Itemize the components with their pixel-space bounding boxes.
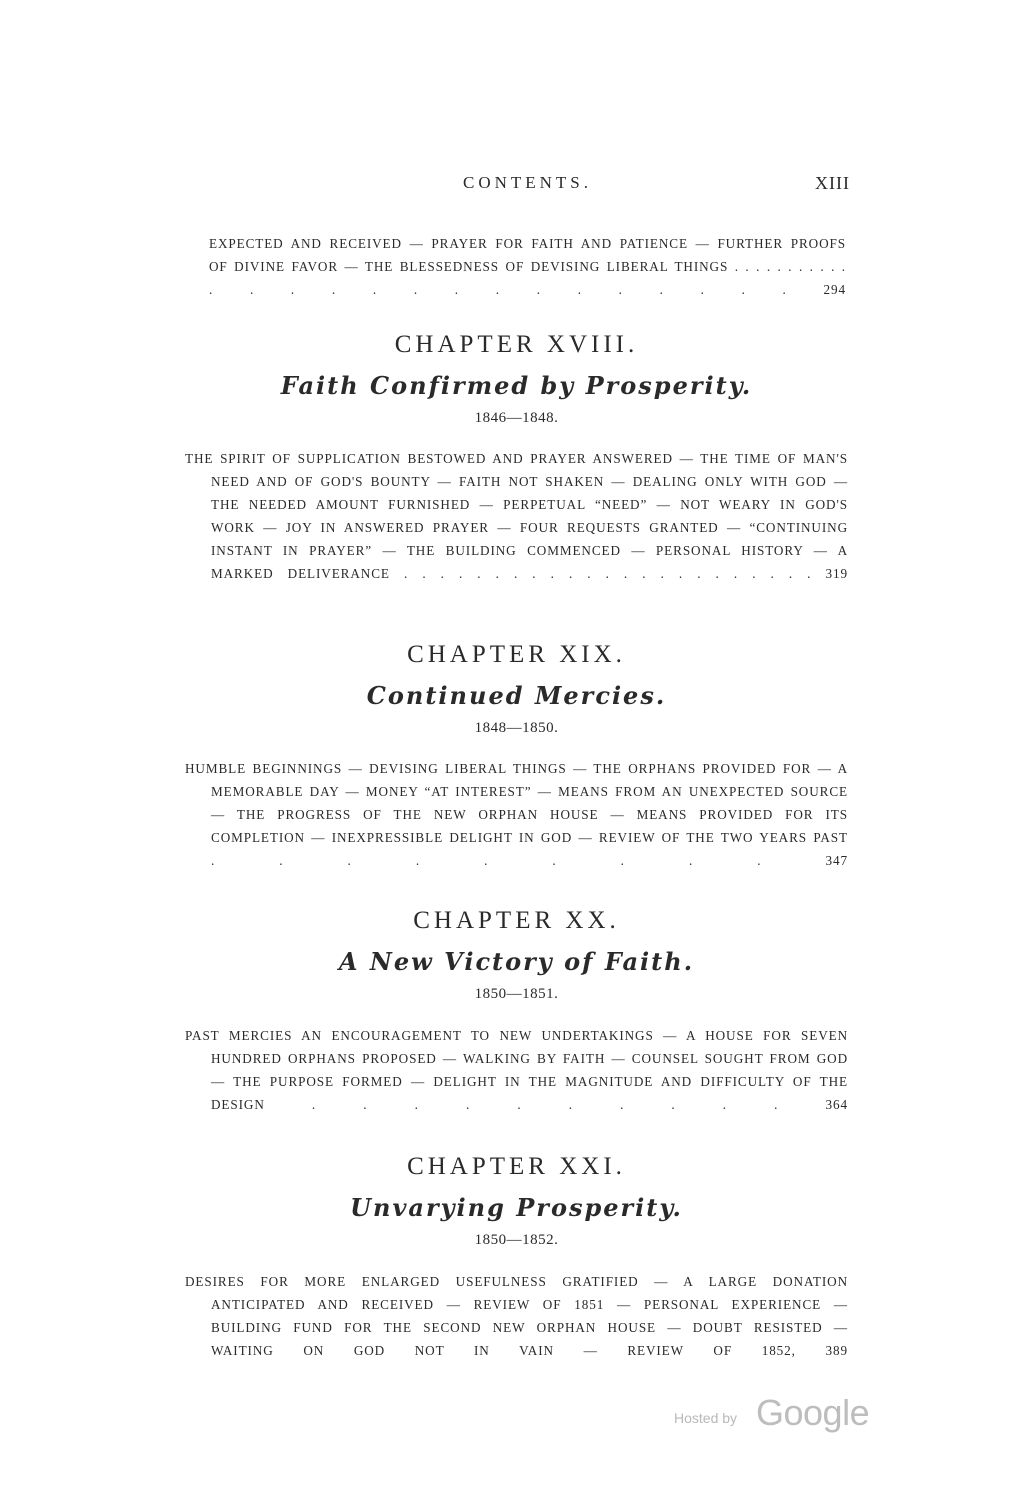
chapter-years: 1850—1851. (474, 986, 559, 1002)
page-number: XIII (815, 173, 850, 193)
chapter-summary-block (185, 447, 848, 585)
running-head (205, 173, 850, 199)
chapter-years: 1846—1848. (474, 410, 559, 426)
chapter-subtitle: Faith Confirmed by Prosperity. (280, 371, 753, 400)
google-logo: Google (756, 1392, 870, 1433)
chapter-summary: PAST MERCIES AN ENCOURAGEMENT TO NEW UNDERTAKINGS — A HOUSE FOR SEVEN HUNDRED ORPHANS PROPOSED — WALKING BY FAITH — COUNSEL SOUGHT FROM GOD — THE PURPOSE FORMED — DELIGHT IN THE MAGNITUDE AND DIFFICULTY OF THE DESIGN . . . . . . . . . . 364 (185, 1028, 848, 1112)
chapter-title: CHAPTER XIX. (407, 641, 626, 668)
chapter-summary-block (185, 1024, 848, 1116)
chapter-summary: DESIRES FOR MORE ENLARGED USEFULNESS GRATIFIED — A LARGE DONATION ANTICIPATED AND RECEIVED — REVIEW OF 1851 — PERSONAL EXPERIENCE — BUILDING FUND FOR THE SECOND NEW ORPHAN HOUSE — DOUBT RESISTED — WAITING ON GOD NOT IN VAIN — REVIEW OF 1852, 389 (185, 1274, 848, 1358)
chapter-years: 1850—1852. (474, 1232, 559, 1248)
running-title: CONTENTS. (462, 173, 593, 192)
chapter-heading (185, 906, 848, 1004)
intro-paragraph-block (209, 232, 846, 301)
chapter-subtitle: A New Victory of Faith. (338, 947, 695, 976)
intro-paragraph: EXPECTED AND RECEIVED — PRAYER FOR FAITH AND PATIENCE — FURTHER PROOFS OF DIVINE FAVOR — THE BLESSEDNESS OF DEVISING LIBERAL THINGS . . . . . . . . . . . . . . . . . . . . . . . . . . 294 (209, 236, 846, 297)
chapter-summary-block (185, 1270, 848, 1362)
chapter-title: CHAPTER XX. (413, 907, 620, 934)
chapter-heading (185, 640, 848, 738)
chapter-summary: THE SPIRIT OF SUPPLICATION BESTOWED AND PRAYER ANSWERED — THE TIME OF MAN'S NEED AND OF GOD'S BOUNTY — FAITH NOT SHAKEN — DEALING ONLY WITH GOD — THE NEEDED AMOUNT FURNISHED — PERPETUAL “NEED” — NOT WEARY IN GOD'S WORK — JOY IN ANSWERED PRAYER — FOUR REQUESTS GRANTED — “CONTINUING INSTANT IN PRAYER” — THE BUILDING COMMENCED — PERSONAL HISTORY — A MARKED DELIVERANCE . . . . . . . . . . . . . . . . . . . . . . . 319 (185, 451, 848, 581)
chapter-subtitle: Unvarying Prosperity. (350, 1193, 683, 1222)
chapter-title: CHAPTER XVIII. (394, 331, 639, 358)
chapter-heading (185, 330, 848, 428)
chapter-heading (185, 1152, 848, 1250)
chapter-years: 1848—1850. (474, 720, 559, 736)
chapter-title: CHAPTER XXI. (407, 1153, 626, 1180)
chapter-summary: HUMBLE BEGINNINGS — DEVISING LIBERAL THINGS — THE ORPHANS PROVIDED FOR — A MEMORABLE DAY — MONEY “AT INTEREST” — MEANS FROM AN UNEXPECTED SOURCE — THE PROGRESS OF THE NEW ORPHAN HOUSE — MEANS PROVIDED FOR ITS COMPLETION — INEXPRESSIBLE DELIGHT IN GOD — REVIEW OF THE TWO YEARS PAST . . . . . . . . . 347 (185, 761, 848, 868)
chapter-summary-block (185, 757, 848, 872)
hosted-by-label: Hosted by (674, 1410, 738, 1426)
chapter-subtitle: Continued Mercies. (366, 681, 667, 710)
